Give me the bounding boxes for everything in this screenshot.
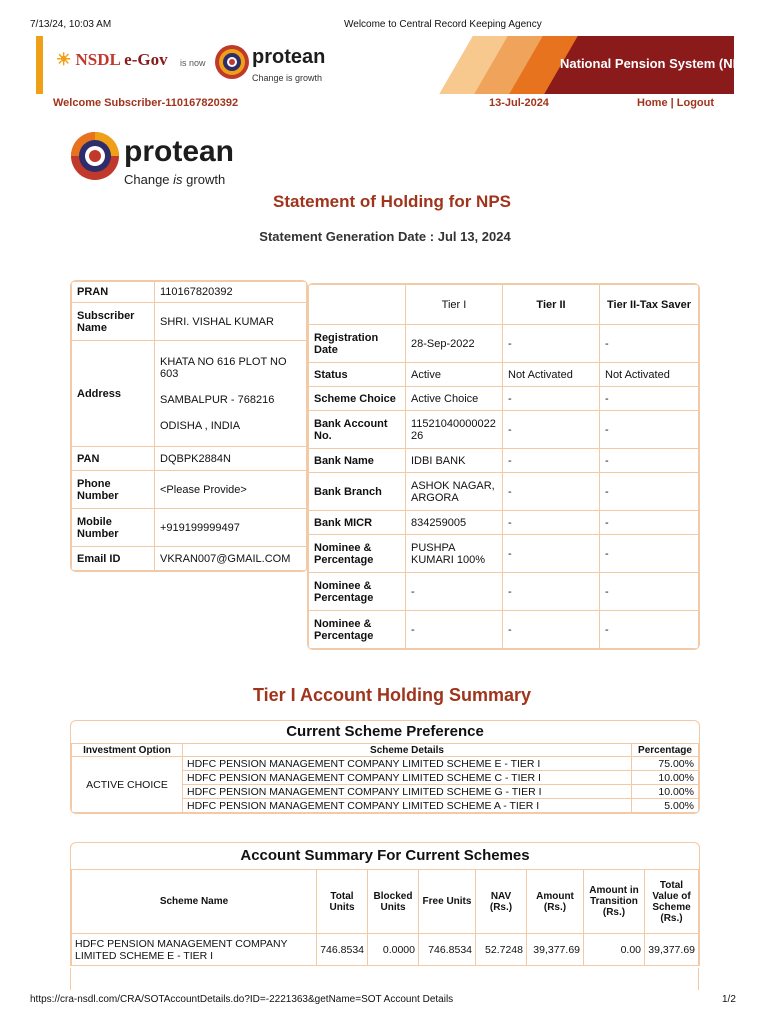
registration-date-tier2: - [503, 325, 600, 363]
page-url: https://cra-nsdl.com/CRA/SOTAccountDetails.do?ID=-2221363&getName=SOT Account Details [30, 994, 454, 1005]
table-continuation-border [70, 968, 71, 990]
nominee-2-label: Nominee & Percentage [309, 573, 406, 611]
status-tier1: Active [406, 363, 503, 387]
nsdl-egov-logo: ☀ NSDL e-Gov [56, 50, 168, 69]
page-number: 1/2 [722, 994, 736, 1005]
home-link[interactable]: Home [637, 97, 668, 109]
table-row [72, 870, 699, 934]
table-row [72, 509, 307, 547]
table-row [309, 473, 699, 511]
table-row [72, 757, 699, 771]
table-row [72, 471, 307, 509]
nsdl-sun-icon: ☀ [56, 50, 72, 69]
bank-account-tier2-tax: - [600, 411, 699, 449]
protean-banner-logo [214, 44, 250, 85]
bank-branch-tier2: - [503, 473, 600, 511]
total-units-cell: 746.8534 [317, 934, 368, 966]
account-summary-box [70, 842, 700, 966]
nav-links [637, 97, 714, 109]
nominee-3-tier1: - [406, 611, 503, 649]
amount-in-transition-header: Amount in Transition (Rs.) [584, 870, 645, 934]
table-row [309, 411, 699, 449]
address-line: KHATA NO 616 PLOT NO 603 [160, 355, 287, 380]
amount-in-transition-cell: 0.00 [584, 934, 645, 966]
scheme-percentage: 5.00% [632, 799, 699, 813]
logout-link[interactable]: Logout [676, 97, 715, 109]
scheme-detail: HDFC PENSION MANAGEMENT COMPANY LIMITED SCHEME A - TIER I [183, 799, 632, 813]
protean-logo-wordmark: protean [124, 135, 235, 168]
table-row [72, 744, 699, 757]
table-row [309, 611, 699, 649]
phone-value: <Please Provide> [155, 471, 307, 509]
subscriber-name-label: Subscriber Name [72, 303, 155, 341]
amount-cell: 39,377.69 [527, 934, 584, 966]
scheme-choice-label: Scheme Choice [309, 387, 406, 411]
account-summary-title: Account Summary For Current Schemes [240, 847, 530, 864]
tier-header-row [309, 285, 699, 325]
tier-1-header: Tier I [406, 285, 503, 325]
email-label: Email ID [72, 547, 155, 571]
scheme-detail: HDFC PENSION MANAGEMENT COMPANY LIMITED SCHEME G - TIER I [183, 785, 632, 799]
registration-date-tier1: 28-Sep-2022 [406, 325, 503, 363]
address-label: Address [72, 341, 155, 447]
nominee-2-tier2-tax: - [600, 573, 699, 611]
pan-value: DQBPK2884N [155, 447, 307, 471]
subscriber-name-value: SHRI. VISHAL KUMAR [155, 303, 307, 341]
bank-account-label: Bank Account No. [309, 411, 406, 449]
scheme-name-header: Scheme Name [72, 870, 317, 934]
registration-date-label: Registration Date [309, 325, 406, 363]
total-units-header: Total Units [317, 870, 368, 934]
nominee-3-tier2: - [503, 611, 600, 649]
nav-separator: | [670, 97, 674, 109]
scheme-details-header: Scheme Details [183, 744, 632, 757]
nominee-3-label: Nominee & Percentage [309, 611, 406, 649]
is-now-text: is now [180, 58, 206, 68]
nav-header: NAV (Rs.) [476, 870, 527, 934]
table-row [309, 387, 699, 411]
statement-generation-date: Statement Generation Date : Jul 13, 2024 [259, 229, 511, 244]
bank-name-label: Bank Name [309, 449, 406, 473]
amount-header: Amount (Rs.) [527, 870, 584, 934]
percentage-header: Percentage [632, 744, 699, 757]
protean-logo-tagline: Change is growth [124, 172, 226, 187]
welcome-subscriber: Welcome Subscriber-110167820392 [53, 97, 239, 109]
scheme-detail: HDFC PENSION MANAGEMENT COMPANY LIMITED SCHEME C - TIER I [183, 771, 632, 785]
scheme-preference-table [71, 743, 699, 813]
address-line: ODISHA , INDIA [160, 419, 241, 432]
protean-emblem-icon [214, 44, 250, 80]
tier-2-header: Tier II [503, 285, 600, 325]
bank-branch-tier1: ASHOK NAGAR, ARGORA [406, 473, 503, 511]
scheme-preference-title: Current Scheme Preference [286, 723, 484, 740]
scheme-detail: HDFC PENSION MANAGEMENT COMPANY LIMITED SCHEME E - TIER I [183, 757, 632, 771]
bank-branch-label: Bank Branch [309, 473, 406, 511]
bank-name-tier1: IDBI BANK [406, 449, 503, 473]
table-row [309, 511, 699, 535]
free-units-header: Free Units [419, 870, 476, 934]
nps-banner-title: National Pension System (NPS) [560, 56, 755, 71]
pan-label: PAN [72, 447, 155, 471]
scheme-choice-tier2: - [503, 387, 600, 411]
table-row [72, 341, 307, 447]
table-row [309, 573, 699, 611]
blocked-units-header: Blocked Units [368, 870, 419, 934]
print-page-title: Welcome to Central Record Keeping Agency [344, 19, 542, 30]
address-value [155, 341, 307, 447]
blocked-units-cell: 0.0000 [368, 934, 419, 966]
phone-label: Phone Number [72, 471, 155, 509]
bank-name-tier2: - [503, 449, 600, 473]
protean-banner-tagline: Change is growth [252, 73, 323, 83]
account-summary-table [71, 869, 699, 966]
table-row [72, 934, 699, 966]
scheme-preference-box [70, 720, 700, 814]
bank-name-tier2-tax: - [600, 449, 699, 473]
protean-banner-wordmark: protean [252, 46, 326, 68]
total-value-cell: 39,377.69 [645, 934, 699, 966]
total-value-header: Total Value of Scheme (Rs.) [645, 870, 699, 934]
subscriber-details-box [70, 280, 308, 572]
nominee-2-tier1: - [406, 573, 503, 611]
subscriber-details-table [71, 281, 307, 571]
tier-details-box [307, 283, 700, 650]
free-units-cell: 746.8534 [419, 934, 476, 966]
table-row [309, 535, 699, 573]
nominee-3-tier2-tax: - [600, 611, 699, 649]
tier1-summary-title: Tier I Account Holding Summary [252, 685, 532, 705]
investment-option-header: Investment Option [72, 744, 183, 757]
status-tier2: Not Activated [503, 363, 600, 387]
status-label: Status [309, 363, 406, 387]
bank-micr-tier1: 834259005 [406, 511, 503, 535]
scheme-name-cell: HDFC PENSION MANAGEMENT COMPANY LIMITED SCHEME E - TIER I [72, 934, 317, 966]
mobile-value: +919199999497 [155, 509, 307, 547]
email-value: VKRAN007@GMAIL.COM [155, 547, 307, 571]
scheme-percentage: 10.00% [632, 785, 699, 799]
registration-date-tier2-tax: - [600, 325, 699, 363]
current-date: 13-Jul-2024 [489, 97, 549, 109]
nominee-1-label: Nominee & Percentage [309, 535, 406, 573]
bank-micr-tier2-tax: - [600, 511, 699, 535]
pran-label: PRAN [72, 282, 155, 303]
table-row [72, 303, 307, 341]
pran-value: 110167820392 [155, 282, 307, 303]
status-tier2-tax: Not Activated [600, 363, 699, 387]
table-row [309, 325, 699, 363]
nav-cell: 52.7248 [476, 934, 527, 966]
table-row [72, 547, 307, 571]
table-row [72, 447, 307, 471]
table-row [309, 363, 699, 387]
tier-header-empty [309, 285, 406, 325]
tier-details-table [308, 284, 699, 649]
nominee-1-tier2-tax: - [600, 535, 699, 573]
print-datetime: 7/13/24, 10:03 AM [30, 19, 112, 30]
statement-title: Statement of Holding for NPS [273, 192, 511, 211]
scheme-choice-tier1: Active Choice [406, 387, 503, 411]
protean-logo-emblem-icon [70, 131, 120, 181]
nominee-1-tier2: - [503, 535, 600, 573]
mobile-label: Mobile Number [72, 509, 155, 547]
bank-branch-tier2-tax: - [600, 473, 699, 511]
table-row [309, 449, 699, 473]
bank-account-tier2: - [503, 411, 600, 449]
address-line: SAMBALPUR - 768216 [160, 393, 275, 406]
protean-logo [70, 131, 120, 186]
table-row [72, 282, 307, 303]
bank-account-tier1: 1152104000002226 [406, 411, 503, 449]
bank-micr-label: Bank MICR [309, 511, 406, 535]
table-continuation-border [698, 968, 699, 990]
bank-micr-tier2: - [503, 511, 600, 535]
scheme-percentage: 10.00% [632, 771, 699, 785]
scheme-percentage: 75.00% [632, 757, 699, 771]
nominee-1-tier1: PUSHPA KUMARI 100% [406, 535, 503, 573]
scheme-choice-tier2-tax: - [600, 387, 699, 411]
investment-option-value: ACTIVE CHOICE [72, 757, 183, 813]
nominee-2-tier2: - [503, 573, 600, 611]
tier-2-tax-saver-header: Tier II-Tax Saver [600, 285, 699, 325]
